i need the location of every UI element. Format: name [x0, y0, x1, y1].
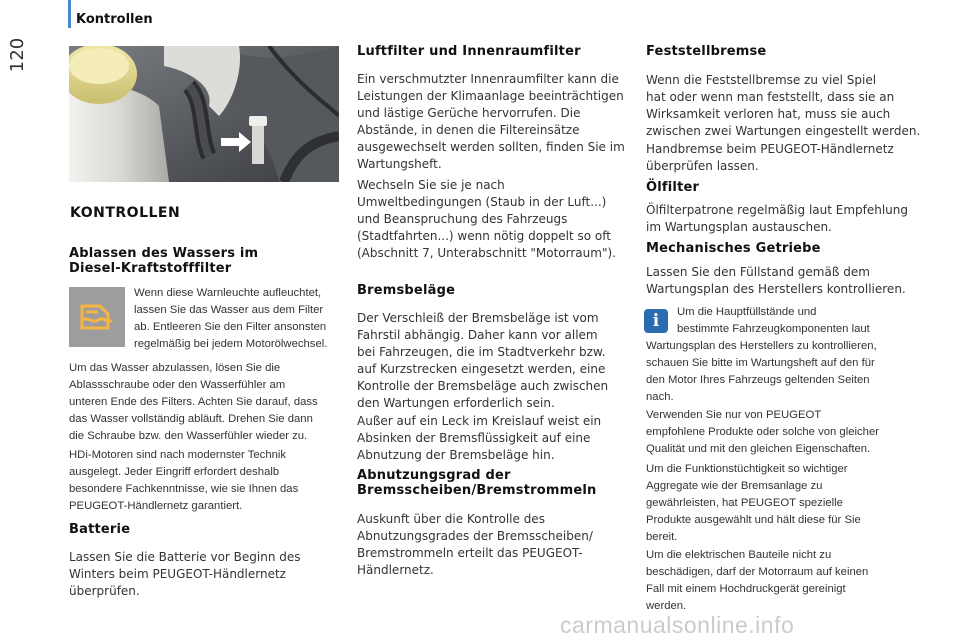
text-line: und Beanspruchung des Fahrzeugs [357, 212, 568, 226]
page-number: 120 [7, 37, 28, 73]
text-line: Ölfilterpatrone regelmäßig laut Empfehlung [646, 203, 909, 217]
text-line: unteren Ende des Filters. Achten Sie darauf, dass [69, 396, 318, 408]
text-line: bestimmte Fahrzeugkomponenten laut [677, 323, 870, 335]
info-icon: i [644, 309, 668, 333]
text-line: die Schraube bzw. den Wasserfühler wieder zu. [69, 430, 308, 442]
oil-filter-text [646, 202, 922, 236]
text-line: auf Kurzstrecken eingesetzt werden, eine [357, 362, 606, 376]
text-line: Absinken der Bremsflüssigkeit auf eine [357, 431, 591, 445]
text-line: (Abschnitt 7, Unterabschnitt "Motorraum"). [357, 246, 616, 260]
text-line: beschädigen, darf der Motorraum auf keinen [646, 566, 869, 578]
info-paragraph-2 [646, 407, 922, 458]
text-line: Abstände, in denen die Filtereinsätze [357, 123, 580, 137]
battery-heading: Batterie [69, 522, 131, 537]
text-line: Wartungsplan des Herstellers kontrollieren. [646, 282, 906, 296]
text-line: Um die Hauptfüllstände und [677, 306, 817, 318]
text-line: ausgelegt. Jeder Eingriff erfordert deshalb [69, 466, 280, 478]
engine-bay-photo [69, 46, 339, 182]
text-line: Lassen Sie die Batterie vor Beginn des [69, 550, 301, 564]
fuel-filter-heading [69, 246, 341, 276]
fuel-filter-paragraph-1 [69, 360, 341, 445]
text-line: überprüfen. [69, 584, 140, 598]
text-line: ausgewechselt werden sollten, finden Sie im [357, 140, 625, 154]
text-line: zwischen zwei Wartungen eingestellt werden. [646, 124, 921, 138]
text-line: Abnutzungsgrades der Bremsscheiben/ [357, 529, 593, 543]
battery-text [69, 549, 341, 600]
text-line: nach. [646, 391, 674, 403]
text-line: Fahrstil abhängig. Daher kann vor allem [357, 328, 598, 342]
text-line: gewährleisten, hat PEUGEOT spezielle [646, 497, 843, 509]
gearbox-text [646, 264, 922, 298]
warning-line: ab. Entleeren Sie den Filter ansonsten [134, 321, 327, 333]
text-line: Abnutzung der Bremsbeläge hin. [357, 448, 555, 462]
text-line: Der Verschleiß der Bremsbeläge ist vom [357, 311, 599, 325]
text-line: überprüfen lassen. [646, 159, 759, 173]
text-line: Ablassschraube oder den Wasserfühler am [69, 379, 286, 391]
text-line: Wartungsplan des Herstellers zu kontrollieren, [646, 340, 877, 352]
text-line: bereit. [646, 531, 678, 543]
text-line: im Wartungsplan austauschen. [646, 220, 832, 234]
main-heading: KONTROLLEN [70, 205, 181, 221]
text-line: besondere Fachkenntnisse, wie sie Ihnen das [69, 483, 299, 495]
text-line: Um das Wasser abzulassen, lösen Sie die [69, 362, 281, 374]
gearbox-heading: Mechanisches Getriebe [646, 241, 821, 256]
text-line: Handbremse beim PEUGEOT-Händlernetz [646, 142, 894, 156]
text-line: Um die Funktionstüchtigkeit so wichtiger [646, 463, 848, 475]
fuel-filter-paragraph-2 [69, 447, 341, 515]
discs-heading [357, 468, 629, 498]
text-line: Produkte ausgewählt und hält diese für Sie [646, 514, 861, 526]
text-line: empfohlene Produkte oder solche von gleicher [646, 426, 879, 438]
info-text-rest [646, 338, 922, 406]
parking-brake-heading: Feststellbremse [646, 44, 767, 59]
warning-line: Wenn diese Warnleuchte aufleuchtet, [134, 287, 322, 299]
warning-line: regelmäßig bei jedem Motorölwechsel. [134, 338, 328, 350]
fuel-filter-warning-text [134, 285, 344, 353]
text-line: Kontrolle der Bremsbeläge auch zwischen [357, 379, 609, 393]
header-accent-bar [68, 0, 71, 28]
text-line: Fall mit einem Hochdruckgerät gereinigt [646, 583, 846, 595]
text-line: Winters beim PEUGEOT-Händlernetz [69, 567, 286, 581]
discs-text [357, 511, 629, 579]
air-filter-paragraph-2 [357, 177, 629, 262]
air-filter-paragraph-1 [357, 71, 629, 173]
text-line: PEUGEOT-Händlernetz garantiert. [69, 500, 243, 512]
text-line: den Motor Ihres Fahrzeugs geltenden Seiten [646, 374, 870, 386]
parking-brake-paragraph-1 [646, 72, 922, 140]
text-line: Auskunft über die Kontrolle des [357, 512, 545, 526]
text-line: HDi-Motoren sind nach modernster Technik [69, 449, 287, 461]
info-paragraph-3 [646, 461, 922, 546]
parking-brake-paragraph-2 [646, 141, 922, 175]
text-line: Leistungen der Klimaanlage beeinträchtigen [357, 89, 624, 103]
text-line: werden. [646, 600, 687, 612]
text-line: das Wasser vollständig abläuft. Drehen Sie dann [69, 413, 313, 425]
brake-pads-paragraph-1 [357, 310, 629, 412]
text-line: Wartungsheft. [357, 157, 442, 171]
text-line: den Wartungen erforderlich sein. [357, 396, 555, 410]
text-line: bei Fahrzeugen, die im Stadtverkehr bzw. [357, 345, 606, 359]
text-line: Wechseln Sie sie je nach [357, 178, 505, 192]
text-line: und lästige Gerüche hervorrufen. Die [357, 106, 581, 120]
water-in-fuel-warning-icon [69, 287, 125, 347]
text-line: Bremstrommeln erteilt das PEUGEOT- [357, 546, 583, 560]
text-line: Außer auf ein Leck im Kreislauf weist ein [357, 414, 602, 428]
oil-filter-heading: Ölfilter [646, 180, 700, 195]
text-line: (Stadtfahrten...) wenn nötig doppelt so oft [357, 229, 611, 243]
text-line: hat oder wenn man feststellt, dass sie an [646, 90, 895, 104]
text-line: Umweltbedingungen (Staub in der Luft...) [357, 195, 607, 209]
text-line: Um die elektrischen Bauteile nicht zu [646, 549, 832, 561]
text-line: Wenn die Feststellbremse zu viel Spiel [646, 73, 877, 87]
text-line: Lassen Sie den Füllstand gemäß dem [646, 265, 870, 279]
watermark: carmanualsonline.info [560, 612, 795, 638]
fuel-filter-heading-line2: Diesel-Kraftstofffilter [69, 261, 232, 276]
text-line: Qualität und mit den gleichen Eigenschaften. [646, 443, 871, 455]
page-section-title: Kontrollen [76, 12, 153, 27]
warning-line: lassen Sie das Wasser aus dem Filter [134, 304, 324, 316]
text-line: Ein verschmutzter Innenraumfilter kann die [357, 72, 619, 86]
text-line: Wirksamkeit verloren hat, muss sie auch [646, 107, 891, 121]
fuel-filter-heading-line1: Ablassen des Wassers im [69, 246, 259, 261]
text-line: Händlernetz. [357, 563, 434, 577]
discs-heading-line1: Abnutzungsgrad der [357, 468, 511, 483]
info-text-indented [677, 304, 927, 338]
text-line: Verwenden Sie nur von PEUGEOT [646, 409, 822, 421]
text-line: Aggregate wie der Bremsanlage zu [646, 480, 823, 492]
brake-pads-heading: Bremsbeläge [357, 283, 456, 298]
discs-heading-line2: Bremsscheiben/Bremstrommeln [357, 483, 597, 498]
info-paragraph-4 [646, 547, 922, 615]
brake-pads-paragraph-2 [357, 413, 629, 464]
air-filter-heading: Luftfilter und Innenraumfilter [357, 44, 581, 59]
text-line: schauen Sie bitte im Wartungsheft auf den für [646, 357, 875, 369]
